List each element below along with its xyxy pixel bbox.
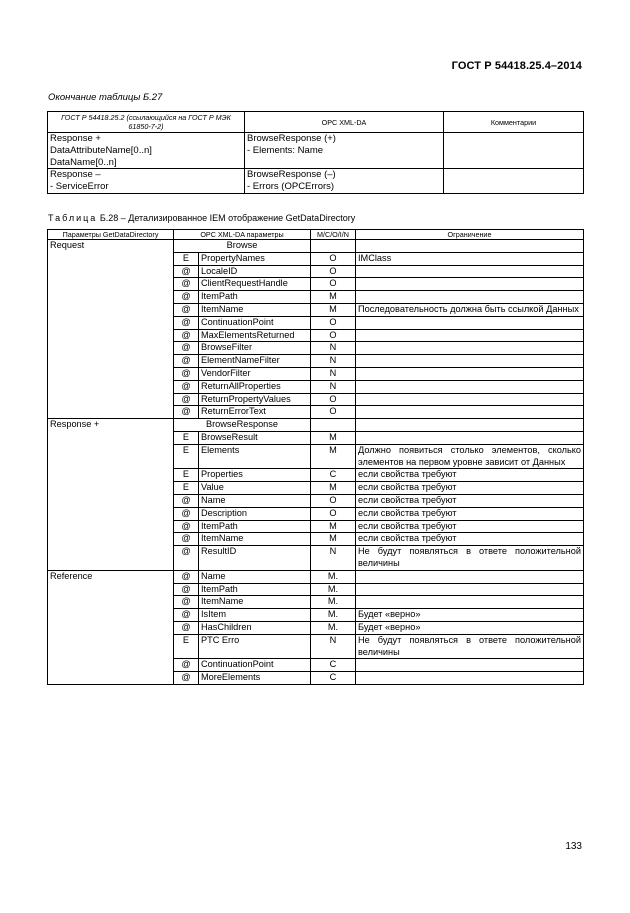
moc-cell: M xyxy=(311,431,356,444)
kind-cell: E xyxy=(174,469,199,482)
kind-cell: @ xyxy=(174,507,199,520)
note-cell: если свойства требуют xyxy=(356,520,584,533)
section-sub-header: Browse xyxy=(174,240,311,253)
table-row xyxy=(48,419,584,432)
column-header: OPC XML-DA параметры xyxy=(174,230,311,240)
kind-cell: @ xyxy=(174,367,199,380)
table-cell xyxy=(245,169,444,194)
param-name-cell: BrowseResult xyxy=(199,431,311,444)
column-header: ГОСТ Р 54418.25.2 (ссылающийся на ГОСТ Р МЭК 61850-7-2) xyxy=(48,112,245,133)
document-id: ГОСТ Р 54418.25.4–2014 xyxy=(451,60,582,72)
param-name-cell: IsItem xyxy=(199,609,311,622)
kind-cell: E xyxy=(174,431,199,444)
note-cell xyxy=(356,316,584,329)
cell-line: BrowseResponse (–) xyxy=(247,169,336,181)
caption-text: Б.28 – Детализированное IEM отображение GetDataDirectory xyxy=(99,213,356,223)
param-name-cell: VendorFilter xyxy=(199,367,311,380)
moc-cell: C xyxy=(311,659,356,672)
cell-line: - ServiceError xyxy=(50,181,109,193)
caption-prefix: Таблица xyxy=(48,213,98,223)
note-cell xyxy=(356,291,584,304)
param-name-cell: Name xyxy=(199,570,311,583)
param-name-cell: ItemPath xyxy=(199,291,311,304)
table-cell xyxy=(311,240,356,253)
moc-cell: N xyxy=(311,380,356,393)
moc-cell: M. xyxy=(311,621,356,634)
kind-cell: @ xyxy=(174,596,199,609)
cell-line: DataAttributeName[0..n] xyxy=(50,144,152,156)
page-number: 133 xyxy=(565,841,582,852)
section-label: Response + xyxy=(48,419,174,571)
note-cell: если свойства требуют xyxy=(356,482,584,495)
param-name-cell: HasChildren xyxy=(199,621,311,634)
table-b28-caption xyxy=(48,213,355,223)
kind-cell: E xyxy=(174,634,199,659)
column-header: Параметры GetDataDirectory xyxy=(48,230,174,240)
kind-cell: E xyxy=(174,252,199,265)
param-name-cell: ItemName xyxy=(199,303,311,316)
param-name-cell: ItemName xyxy=(199,596,311,609)
note-cell xyxy=(356,278,584,291)
kind-cell: @ xyxy=(174,278,199,291)
moc-cell: O xyxy=(311,406,356,419)
note-cell: если свойства требуют xyxy=(356,507,584,520)
param-name-cell: ResultID xyxy=(199,546,311,571)
note-cell xyxy=(356,596,584,609)
table-cell xyxy=(245,133,444,169)
moc-cell: O xyxy=(311,393,356,406)
moc-cell: M xyxy=(311,291,356,304)
param-name-cell: ContinuationPoint xyxy=(199,316,311,329)
kind-cell: @ xyxy=(174,291,199,304)
table-cell xyxy=(356,419,584,432)
kind-cell: @ xyxy=(174,659,199,672)
moc-cell: C xyxy=(311,469,356,482)
moc-cell: C xyxy=(311,672,356,685)
moc-cell: N xyxy=(311,355,356,368)
param-name-cell: Name xyxy=(199,494,311,507)
note-cell xyxy=(356,355,584,368)
kind-cell: @ xyxy=(174,406,199,419)
param-name-cell: ContinuationPoint xyxy=(199,659,311,672)
kind-cell: @ xyxy=(174,329,199,342)
column-header: Ограничение xyxy=(356,230,584,240)
table-cell xyxy=(356,240,584,253)
note-cell xyxy=(356,367,584,380)
kind-cell: @ xyxy=(174,672,199,685)
note-cell: если свойства требуют xyxy=(356,533,584,546)
note-cell: IMClass xyxy=(356,252,584,265)
table-row xyxy=(48,169,584,194)
note-cell: Будет «верно» xyxy=(356,609,584,622)
kind-cell: @ xyxy=(174,520,199,533)
note-cell: если свойства требуют xyxy=(356,494,584,507)
moc-cell: O xyxy=(311,494,356,507)
param-name-cell: ReturnAllProperties xyxy=(199,380,311,393)
kind-cell: @ xyxy=(174,393,199,406)
moc-cell: N xyxy=(311,546,356,571)
kind-cell: @ xyxy=(174,533,199,546)
moc-cell: M. xyxy=(311,570,356,583)
cell-line: BrowseResponse (+) xyxy=(247,133,336,144)
note-cell xyxy=(356,431,584,444)
param-name-cell: BrowseFilter xyxy=(199,342,311,355)
column-header: Комментарии xyxy=(444,112,584,133)
kind-cell: @ xyxy=(174,265,199,278)
moc-cell: M. xyxy=(311,583,356,596)
param-name-cell: Elements xyxy=(199,444,311,469)
cell-line: Response + xyxy=(50,133,101,144)
param-name-cell: ItemPath xyxy=(199,520,311,533)
table-row xyxy=(48,240,584,253)
param-name-cell: Description xyxy=(199,507,311,520)
param-name-cell: ClientRequestHandle xyxy=(199,278,311,291)
kind-cell: @ xyxy=(174,546,199,571)
note-cell: Будет «верно» xyxy=(356,621,584,634)
kind-cell: @ xyxy=(174,355,199,368)
note-cell: если свойства требуют xyxy=(356,469,584,482)
param-name-cell: ItemPath xyxy=(199,583,311,596)
kind-cell: @ xyxy=(174,621,199,634)
moc-cell: M xyxy=(311,444,356,469)
moc-cell: M. xyxy=(311,609,356,622)
kind-cell: @ xyxy=(174,570,199,583)
kind-cell: @ xyxy=(174,583,199,596)
note-cell xyxy=(356,659,584,672)
moc-cell: M xyxy=(311,482,356,495)
section-sub-header: BrowseResponse xyxy=(174,419,311,432)
param-name-cell: Properties xyxy=(199,469,311,482)
param-name-cell: PTC Erro xyxy=(199,634,311,659)
table-b28 xyxy=(47,229,584,685)
moc-cell: M xyxy=(311,303,356,316)
kind-cell: E xyxy=(174,444,199,469)
cell-line: - Errors (OPCErrors) xyxy=(247,181,335,193)
kind-cell: @ xyxy=(174,303,199,316)
table-cell xyxy=(444,169,584,194)
moc-cell: M. xyxy=(311,596,356,609)
param-name-cell: PropertyNames xyxy=(199,252,311,265)
table-row xyxy=(48,570,584,583)
column-header: OPC XML-DA xyxy=(245,112,444,133)
cell-line: Response – xyxy=(50,169,101,181)
moc-cell: O xyxy=(311,329,356,342)
table-row xyxy=(48,133,584,169)
column-header: M/C/O/I/N xyxy=(311,230,356,240)
param-name-cell: LocaleID xyxy=(199,265,311,278)
note-cell: Не будут появляться в ответе положительной величины xyxy=(356,546,584,571)
table-cell xyxy=(311,419,356,432)
table-header-row xyxy=(48,230,584,240)
note-cell xyxy=(356,570,584,583)
section-label: Request xyxy=(48,240,174,419)
table-cell xyxy=(48,133,245,169)
note-cell: Последовательность должна быть ссылкой Данных xyxy=(356,303,584,316)
moc-cell: M xyxy=(311,520,356,533)
cell-line: DataName[0..n] xyxy=(50,156,117,168)
kind-cell: @ xyxy=(174,609,199,622)
param-name-cell: ReturnErrorText xyxy=(199,406,311,419)
note-cell: Должно появиться столько элементов, сколько элементов на первом уровне зависит от Данных xyxy=(356,444,584,469)
note-cell xyxy=(356,329,584,342)
note-cell xyxy=(356,583,584,596)
kind-cell: @ xyxy=(174,494,199,507)
moc-cell: N xyxy=(311,634,356,659)
param-name-cell: Value xyxy=(199,482,311,495)
param-name-cell: MoreElements xyxy=(199,672,311,685)
note-cell xyxy=(356,406,584,419)
cell-line: - Elements: Name xyxy=(247,144,324,156)
note-cell xyxy=(356,672,584,685)
moc-cell: O xyxy=(311,265,356,278)
table-b27 xyxy=(47,111,584,194)
moc-cell: O xyxy=(311,316,356,329)
note-cell: Не будут появляться в ответе положительной величины xyxy=(356,634,584,659)
moc-cell: O xyxy=(311,252,356,265)
param-name-cell: ItemName xyxy=(199,533,311,546)
kind-cell: E xyxy=(174,482,199,495)
moc-cell: O xyxy=(311,278,356,291)
moc-cell: M xyxy=(311,533,356,546)
param-name-cell: MaxElementsReturned xyxy=(199,329,311,342)
table-cell xyxy=(444,133,584,169)
section-label: Reference xyxy=(48,570,174,684)
param-name-cell: ReturnPropertyValues xyxy=(199,393,311,406)
kind-cell: @ xyxy=(174,342,199,355)
param-name-cell: ElementNameFilter xyxy=(199,355,311,368)
moc-cell: O xyxy=(311,507,356,520)
note-cell xyxy=(356,342,584,355)
note-cell xyxy=(356,380,584,393)
table-b27-caption: Окончание таблицы Б.27 xyxy=(48,92,163,103)
table-header-row xyxy=(48,112,584,133)
moc-cell: N xyxy=(311,367,356,380)
kind-cell: @ xyxy=(174,316,199,329)
kind-cell: @ xyxy=(174,380,199,393)
note-cell xyxy=(356,393,584,406)
table-cell xyxy=(48,169,245,194)
note-cell xyxy=(356,265,584,278)
moc-cell: N xyxy=(311,342,356,355)
